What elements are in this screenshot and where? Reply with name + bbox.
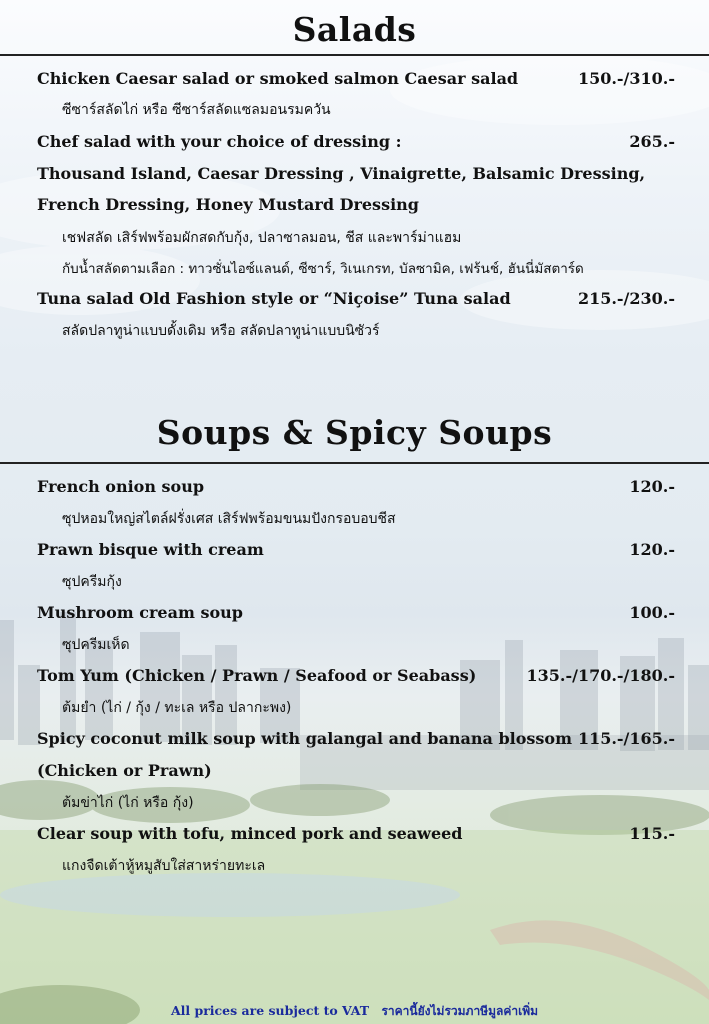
menu-item-thai: ซุปครีมเห็ด (62, 637, 130, 653)
menu-item-price: 135.-/170.-/180.- (526, 666, 675, 685)
soups-title: Soups & Spicy Soups (156, 413, 553, 452)
menu-item-dressings: Thousand Island, Caesar Dressing , Vinaigrette, Balsamic Dressing, (37, 164, 646, 183)
menu-item-name: Mushroom cream soup (37, 603, 243, 622)
menu-item-name: French onion soup (37, 477, 205, 496)
menu-item-name: Prawn bisque with cream (37, 540, 264, 559)
menu-item-price: 215.-/230.- (577, 289, 675, 308)
soups-divider (0, 462, 709, 464)
menu-item-name: Clear soup with tofu, minced pork and seaweed (37, 824, 463, 843)
menu-item-name: Tom Yum (Chicken / Prawn / Seafood or Seabass) (37, 666, 477, 685)
menu-item-thai: ต้มข่าไก่ (ไก่ หรือ กุ้ง) (62, 795, 194, 811)
menu-item-dressings: French Dressing, Honey Mustard Dressing (37, 195, 419, 214)
menu-item-thai: ต้มยำ (ไก่ / กุ้ง / ทะเล หรือ ปลากะพง) (62, 700, 292, 716)
salads-divider (0, 54, 709, 56)
menu-item-thai: เชฟสลัด เสิร์ฟพร้อมผักสดกับกุ้ง, ปลาซาลมอน, ชีส และพาร์ม่าแฮม (62, 230, 462, 246)
vat-notice-thai: ราคานี้ยังไม่รวมภาษีมูลค่าเพิ่ม (381, 1004, 539, 1018)
menu-item-name: Chef salad with your choice of dressing : (37, 132, 402, 151)
vat-notice (0, 1002, 709, 1021)
menu-item-name: Spicy coconut milk soup with galangal and banana blossom (37, 729, 573, 748)
salads-title: Salads (292, 10, 417, 49)
menu-item-price: 120.- (629, 540, 675, 559)
menu-item-price: 100.- (629, 603, 675, 622)
menu-item-thai: ซุปครีมกุ้ง (62, 574, 122, 590)
menu-item-name: Chicken Caesar salad or smoked salmon Caesar salad (37, 69, 519, 88)
menu-item-thai: กับน้ำสลัดตามเลือก : ทาวซั่นไอซ์แลนด์, ซีซาร์, วิเนเกรท, บัลซามิค, เฟร้นช์, ฮันนี่มัสตาร์ด (62, 261, 584, 277)
vat-notice-english: All prices are subject to VAT (170, 1003, 370, 1018)
menu-item-name: Tuna salad Old Fashion style or “Niçoise” Tuna salad (37, 289, 511, 308)
menu-item-thai: ซีซาร์สลัดไก่ หรือ ซีซาร์สลัดแซลมอนรมควัน (62, 102, 331, 118)
menu-item-options: (Chicken or Prawn) (37, 761, 212, 780)
menu-item-price: 150.-/310.- (577, 69, 675, 88)
menu-item-thai: สลัดปลาทูน่าแบบดั้งเดิม หรือ สลัดปลาทูน่าแบบนิซัวร์ (62, 323, 380, 339)
menu-item-thai: แกงจืดเต้าหู้หมูสับใส่สาหร่ายทะเล (62, 858, 266, 874)
menu-item-price: 120.- (629, 477, 675, 496)
menu-item-price: 265.- (629, 132, 675, 151)
menu-item-thai: ซุปหอมใหญ่สไตล์ฝรั่งเศส เสิร์ฟพร้อมขนมปังกรอบอบชีส (62, 511, 396, 527)
menu-item-price: 115.-/165.- (577, 729, 675, 748)
menu-item-price: 115.- (629, 824, 675, 843)
